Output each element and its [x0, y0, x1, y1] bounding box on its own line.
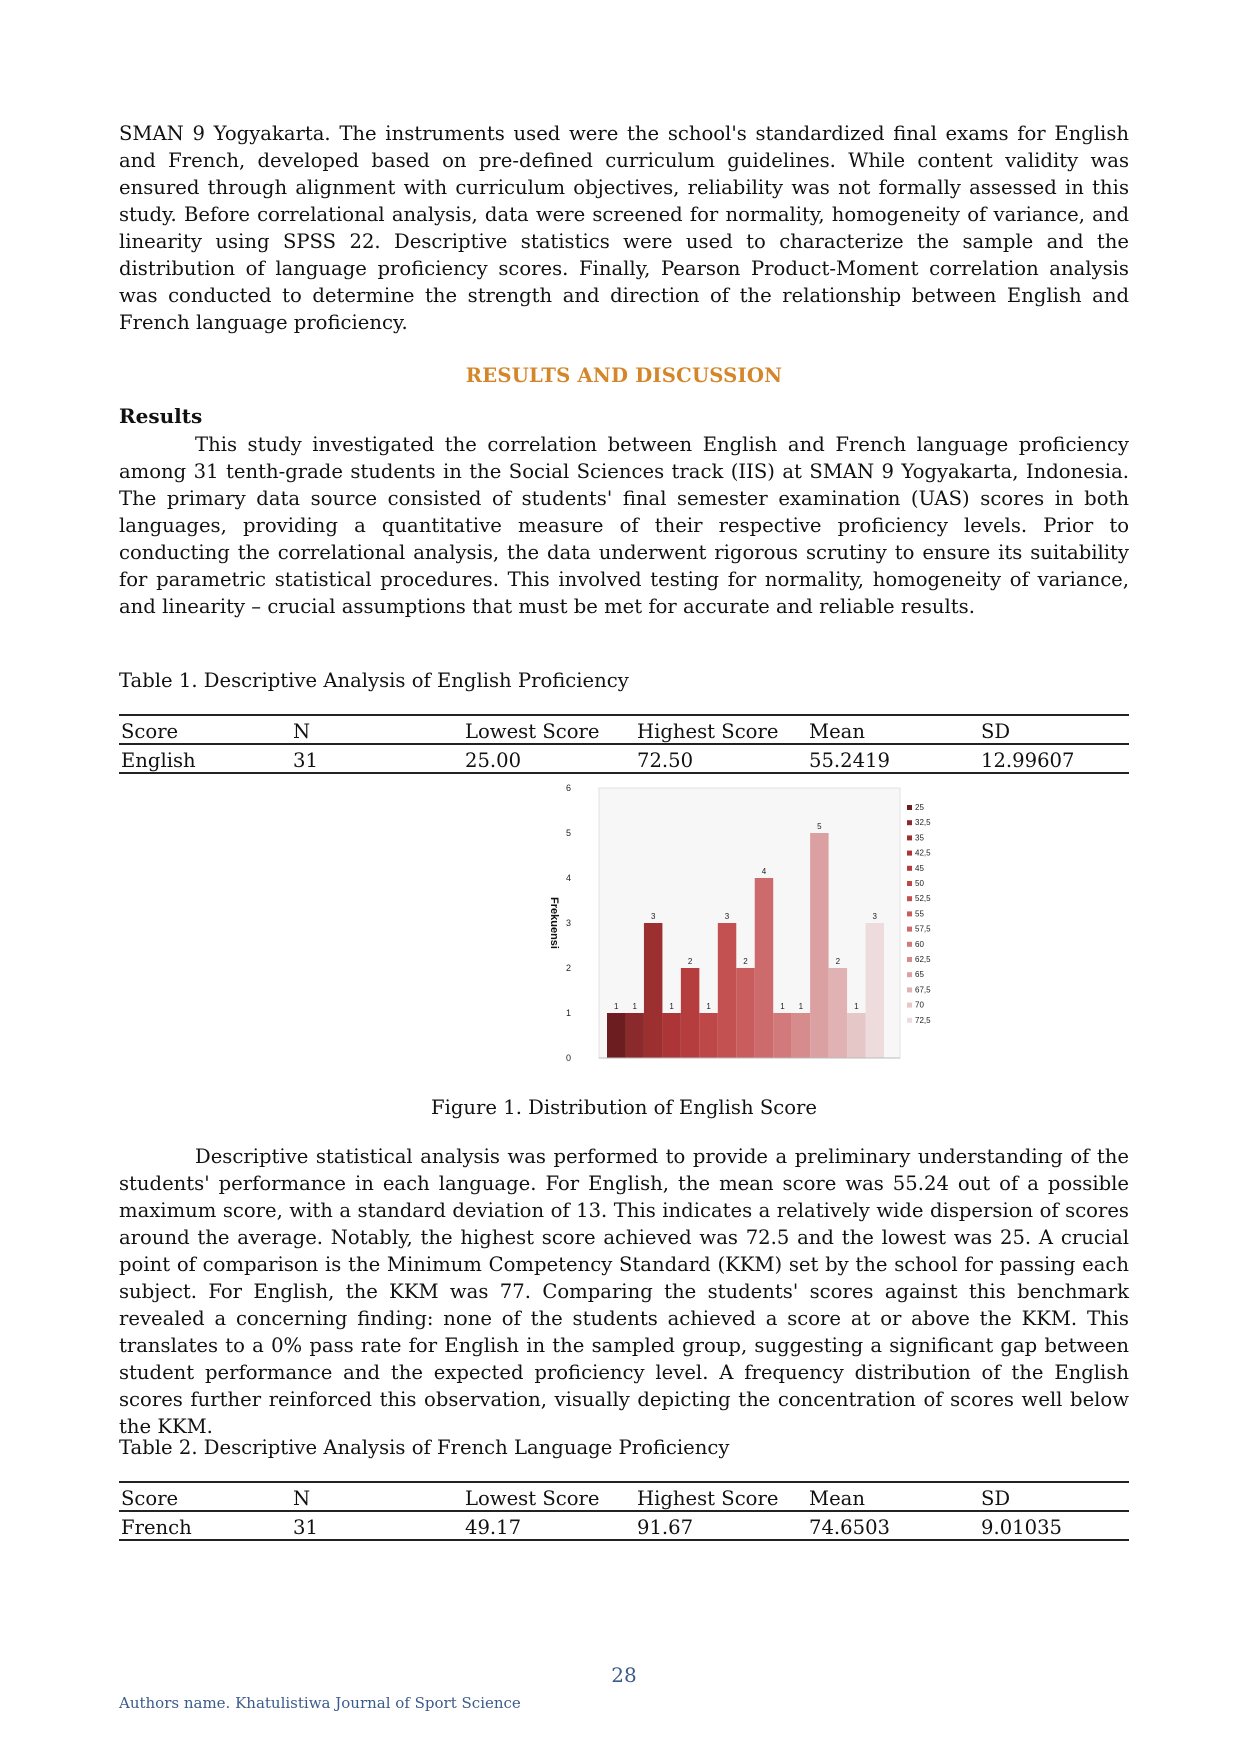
bar-data-label: 3 — [724, 912, 730, 921]
footer-text: Authors name. Khatulistiwa Journal of Sport Science — [119, 1694, 521, 1712]
table1-header-lowest: Lowest Score — [463, 715, 635, 744]
legend-label: 50 — [915, 879, 924, 888]
table2-cell-highest: 91.67 — [635, 1511, 807, 1540]
y-tick-label: 0 — [565, 1053, 571, 1063]
table2-cell-lowest: 49.17 — [463, 1511, 635, 1540]
table1-header-row — [119, 715, 1129, 744]
bar — [792, 1013, 810, 1058]
legend-swatch — [907, 881, 912, 886]
bar — [699, 1013, 717, 1058]
bar-data-label: 1 — [669, 1002, 674, 1011]
bar-data-label: 1 — [798, 1002, 804, 1011]
y-tick-label: 5 — [565, 828, 571, 838]
y-tick-label: 1 — [565, 1008, 571, 1018]
table1-header-highest: Highest Score — [635, 715, 807, 744]
legend-swatch — [907, 1018, 912, 1023]
table2 — [119, 1481, 1129, 1541]
bar — [625, 1013, 643, 1058]
legend-swatch — [907, 927, 912, 932]
table2-header-highest: Highest Score — [635, 1482, 807, 1511]
subheading: Results — [119, 404, 203, 428]
bar — [866, 923, 884, 1058]
bar-data-label: 3 — [872, 912, 877, 921]
legend-swatch — [907, 835, 912, 840]
intro-paragraph: SMAN 9 Yogyakarta. The instruments used were the school's standardized final exams for English and French, developed based on pre-defined curriculum guidelines. While content validity was ensured through alignment with curriculum objectives, reliability was not formally assessed in this study. Before correlational analysis, data were screened for normality, homogeneity of variance, and linearity using SPSS 22. Descriptive statistics were used to characterize the sample and the distribution of language proficiency scores. Finally, Pearson Product-Moment correlation analysis was conducted to determine the strength and direction of the relationship between English and French language proficiency. — [119, 122, 1129, 334]
table1-cell-subject: English — [119, 744, 291, 773]
table1-header-n: N — [291, 715, 463, 744]
table2-header-mean: Mean — [807, 1482, 979, 1511]
legend-swatch — [907, 805, 912, 810]
table1 — [119, 714, 1129, 774]
results-paragraph: This study investigated the correlation between English and French language proficiency among 31 tenth-grade students in the Social Sciences track (IIS) at SMAN 9 Yogyakarta, Indonesia. The primary data source consisted of students' final semester examination (UAS) scores in both languages, providing a quantitative measure of their respective proficiency levels. Prior to conducting the correlational analysis, the data underwent rigorous scrutiny to ensure its suitability for parametric statistical procedures. This involved testing for normality, homogeneity of variance, and linearity – crucial assumptions that must be met for accurate and reliable results. — [119, 433, 1129, 618]
legend-swatch — [907, 987, 912, 992]
bar-data-label: 2 — [743, 957, 748, 966]
bar-data-label: 1 — [632, 1002, 637, 1011]
legend-label: 60 — [915, 939, 924, 949]
y-axis-label: Frekuensi — [548, 897, 560, 949]
table1-caption: Table 1. Descriptive Analysis of English Proficiency — [119, 669, 629, 692]
legend-swatch — [907, 957, 912, 962]
page — [119, 0, 1129, 1754]
y-tick-label: 4 — [565, 873, 571, 883]
bar — [644, 923, 662, 1058]
legend-label: 62,5 — [915, 955, 931, 964]
legend-swatch — [907, 1003, 912, 1008]
legend-swatch — [907, 896, 912, 901]
table2-header-n: N — [291, 1482, 463, 1511]
bar-data-label: 4 — [761, 867, 767, 876]
legend-swatch — [907, 866, 912, 871]
bar — [736, 968, 754, 1058]
legend-swatch — [907, 820, 912, 825]
table2-cell-subject: French — [119, 1511, 291, 1540]
bar-data-label: 2 — [835, 957, 841, 966]
legend-label: 55 — [915, 909, 924, 919]
bar-data-label: 5 — [817, 822, 822, 831]
legend-label: 42,5 — [915, 848, 931, 858]
table2-header-lowest: Lowest Score — [463, 1482, 635, 1511]
legend-label: 52,5 — [915, 894, 931, 904]
legend-label: 70 — [915, 1000, 924, 1010]
table2-header-sd: SD — [979, 1482, 1129, 1511]
discussion-paragraph: Descriptive statistical analysis was performed to provide a preliminary understanding of the students' performance in each language. For English, the mean score was 55.24 out of a possible maximum score, with a standard deviation of 13. This indicates a relatively wide dispersion of scores around the average. Notably, the highest score achieved was 72.5 and the lowest was 25. A crucial point of comparison is the Minimum Competency Standard (KKM) set by the school for passing each subject. For English, the KKM was 77. Comparing the students' scores against this benchmark revealed a concerning finding: none of the students achieved a score at or above the KKM. This translates to a 0% pass rate for English in the sampled group, suggesting a significant gap between student performance and the expected proficiency level. A frequency distribution of the English scores further reinforced this observation, visually depicting the concentration of scores well below the KKM. — [119, 1145, 1129, 1438]
table1-header-mean: Mean — [807, 715, 979, 744]
bar-data-label: 3 — [650, 912, 656, 921]
legend-label: 67,5 — [915, 985, 931, 995]
table1-row — [119, 744, 1129, 773]
bar — [829, 968, 847, 1058]
figure1-caption: Figure 1. Distribution of English Score — [431, 1096, 817, 1119]
table2-header-row — [119, 1482, 1129, 1511]
bar-data-label: 1 — [854, 1002, 859, 1011]
y-tick-label: 6 — [565, 783, 571, 793]
y-tick-label: 3 — [565, 918, 571, 928]
legend-label: 32,5 — [915, 818, 931, 828]
bar — [773, 1013, 791, 1058]
bar-data-label: 2 — [687, 957, 693, 966]
page-number: 28 — [611, 1663, 637, 1687]
bar — [681, 968, 699, 1058]
legend-swatch — [907, 942, 912, 947]
legend-label: 57,5 — [915, 924, 931, 934]
table2-cell-mean: 74.6503 — [807, 1511, 979, 1540]
legend-swatch — [907, 851, 912, 856]
table2-row — [119, 1511, 1129, 1540]
bar-data-label: 1 — [706, 1002, 711, 1011]
legend-swatch — [907, 972, 912, 977]
bar-data-label: 1 — [614, 1002, 619, 1011]
table1-cell-mean: 55.2419 — [807, 744, 979, 773]
bar — [607, 1013, 625, 1058]
legend-label: 25 — [915, 803, 924, 812]
bar — [810, 833, 828, 1058]
table2-header-score: Score — [119, 1482, 291, 1511]
section-heading: RESULTS AND DISCUSSION — [465, 364, 783, 387]
bar-data-label: 1 — [780, 1002, 785, 1011]
bar — [662, 1013, 680, 1058]
legend-label: 72,5 — [915, 1015, 931, 1025]
table1-header-sd: SD — [979, 715, 1129, 744]
y-tick-label: 2 — [565, 963, 571, 973]
table2-cell-sd: 9.01035 — [979, 1511, 1129, 1540]
legend-label: 35 — [915, 833, 924, 843]
legend-swatch — [907, 911, 912, 916]
bar — [755, 878, 773, 1058]
bar — [718, 923, 736, 1058]
table2-cell-n: 31 — [291, 1511, 463, 1540]
legend-label: 45 — [915, 863, 924, 873]
table1-cell-sd: 12.99607 — [979, 744, 1129, 773]
table1-cell-n: 31 — [291, 744, 463, 773]
table1-cell-lowest: 25.00 — [463, 744, 635, 773]
legend-label: 65 — [915, 970, 924, 980]
table2-caption: Table 2. Descriptive Analysis of French Language Proficiency — [119, 1436, 730, 1459]
table1-cell-highest: 72.50 — [635, 744, 807, 773]
english-score-chart — [539, 780, 959, 1070]
bar — [847, 1013, 865, 1058]
table1-header-score: Score — [119, 715, 291, 744]
